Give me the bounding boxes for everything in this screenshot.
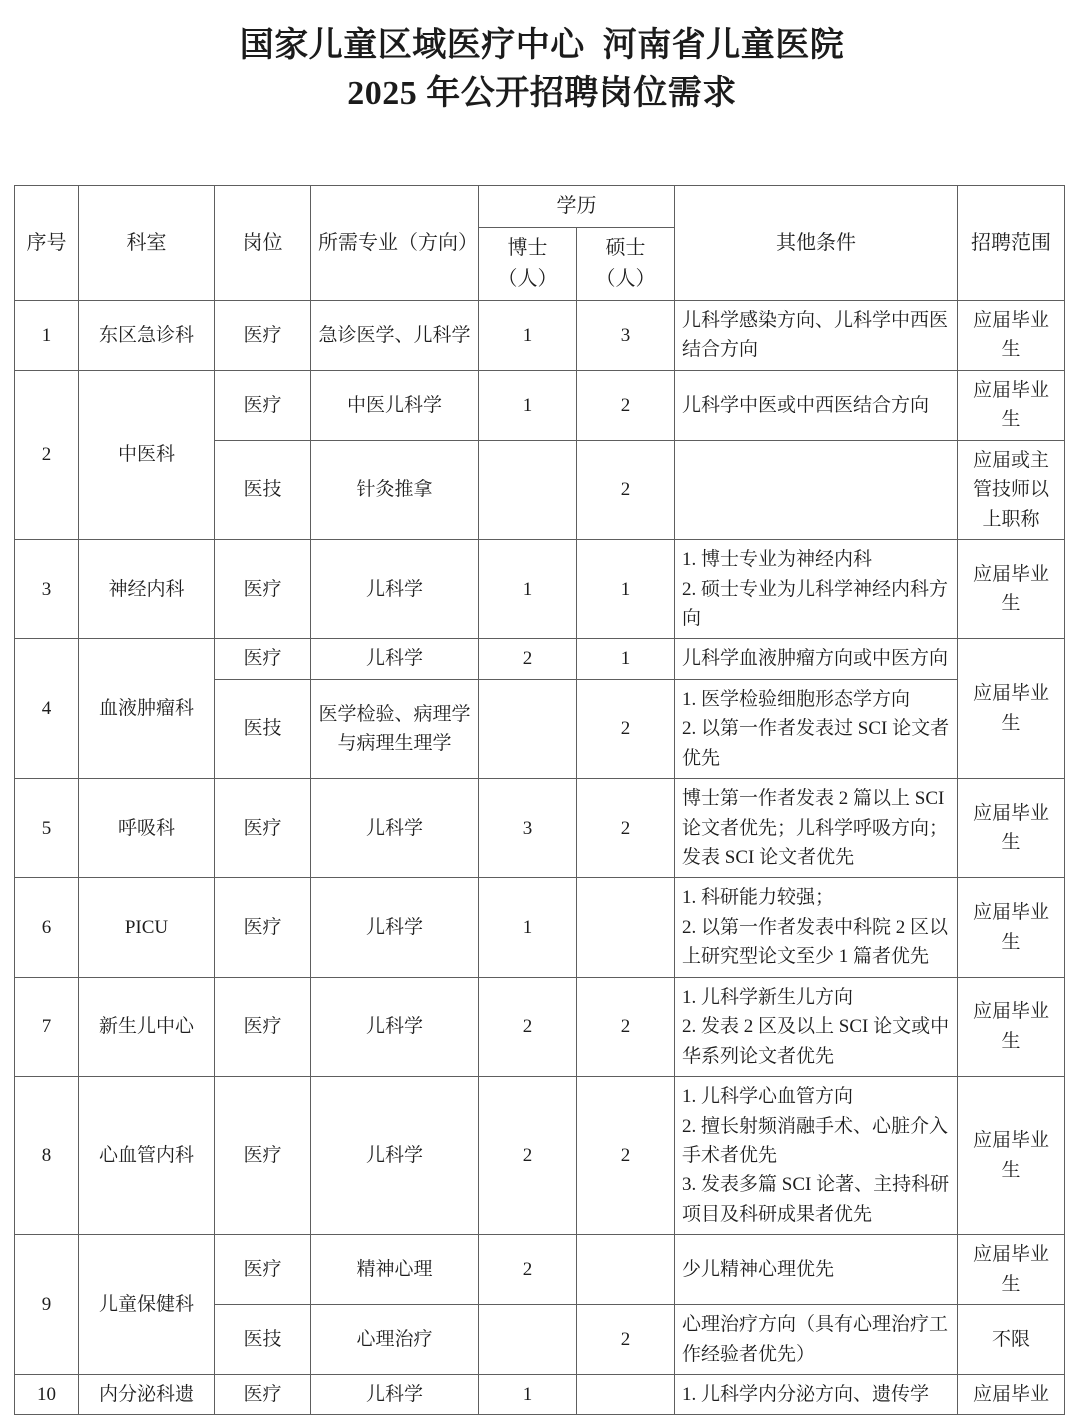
cell-master-count: 2 [577, 679, 675, 778]
cell-other-conditions [675, 977, 958, 1076]
cell-scope: 应届毕业生 [958, 370, 1065, 440]
cell-major: 儿科学 [311, 639, 479, 679]
header-education: 学历 [479, 186, 675, 228]
cell-post: 医技 [215, 679, 311, 778]
cell-major: 儿科学 [311, 977, 479, 1076]
page-title [0, 0, 1080, 119]
cell-other-conditions [675, 679, 958, 778]
cell-master-count: 2 [577, 1305, 675, 1375]
cell-phd-count [479, 679, 577, 778]
cell-department: 中医科 [79, 370, 215, 539]
table-row [15, 1375, 1065, 1415]
cell-phd-count: 1 [479, 540, 577, 639]
cell-department: 呼吸科 [79, 779, 215, 878]
cell-phd-count: 3 [479, 779, 577, 878]
condition-line: 1. 博士专业为神经内科 [682, 549, 873, 571]
cell-scope: 应届或主管技师以上职称 [958, 440, 1065, 539]
cell-serial-number: 7 [15, 977, 79, 1076]
cell-master-count: 2 [577, 370, 675, 440]
cell-other-conditions: 1. 儿科学内分泌方向、遗传学 [675, 1375, 958, 1415]
header-post: 岗位 [215, 186, 311, 301]
cell-major: 儿科学 [311, 1077, 479, 1235]
table-body [15, 301, 1065, 1415]
header-other-conditions: 其他条件 [675, 186, 958, 301]
cell-scope: 应届毕业生 [958, 779, 1065, 878]
cell-phd-count: 1 [479, 878, 577, 977]
cell-master-count [577, 1375, 675, 1415]
cell-post: 医疗 [215, 639, 311, 679]
table-row [15, 370, 1065, 440]
cell-phd-count: 2 [479, 639, 577, 679]
table-row [15, 977, 1065, 1076]
cell-major: 中医儿科学 [311, 370, 479, 440]
cell-major: 医学检验、病理学与病理生理学 [311, 679, 479, 778]
cell-other-conditions [675, 440, 958, 539]
cell-major: 儿科学 [311, 1375, 479, 1415]
cell-post: 医技 [215, 440, 311, 539]
header-dept: 科室 [79, 186, 215, 301]
cell-post: 医疗 [215, 878, 311, 977]
cell-serial-number: 8 [15, 1077, 79, 1235]
condition-line: 2. 以第一作者发表过 SCI 论文者优先 [682, 718, 950, 769]
cell-major: 心理治疗 [311, 1305, 479, 1375]
cell-post: 医疗 [215, 301, 311, 371]
table-row [15, 1077, 1065, 1235]
cell-department: 东区急诊科 [79, 301, 215, 371]
cell-master-count: 2 [577, 779, 675, 878]
cell-post: 医疗 [215, 370, 311, 440]
cell-other-conditions: 心理治疗方向（具有心理治疗工作经验者优先） [675, 1305, 958, 1375]
cell-department: 儿童保健科 [79, 1235, 215, 1375]
cell-department: 血液肿瘤科 [79, 639, 215, 779]
cell-phd-count: 1 [479, 301, 577, 371]
condition-line: 2. 发表 2 区及以上 SCI 论文或中华系列论文者优先 [682, 1016, 950, 1067]
header-scope: 招聘范围 [958, 186, 1065, 301]
cell-department: 新生儿中心 [79, 977, 215, 1076]
table-row [15, 1235, 1065, 1305]
cell-other-conditions [675, 878, 958, 977]
cell-other-conditions [675, 1077, 958, 1235]
table-row [15, 878, 1065, 977]
page-title-line-1: 国家儿童区域医疗中心 河南省儿童医院 [239, 27, 845, 64]
condition-line: 2. 擅长射频消融手术、心脏介入手术者优先 [682, 1115, 949, 1166]
cell-serial-number: 10 [15, 1375, 79, 1415]
recruitment-table [14, 185, 1065, 1415]
cell-master-count: 2 [577, 977, 675, 1076]
cell-major: 急诊医学、儿科学 [311, 301, 479, 371]
condition-line: 1. 医学检验细胞形态学方向 [682, 688, 911, 710]
cell-department: 内分泌科遗 [79, 1375, 215, 1415]
cell-master-count: 2 [577, 440, 675, 539]
cell-master-count [577, 878, 675, 977]
cell-serial-number: 2 [15, 370, 79, 539]
cell-serial-number: 5 [15, 779, 79, 878]
cell-scope: 应届毕业生 [958, 639, 1065, 779]
table-header [15, 186, 1065, 301]
cell-master-count [577, 1235, 675, 1305]
cell-major: 针灸推拿 [311, 440, 479, 539]
condition-line: 1. 儿科学新生儿方向 [682, 986, 854, 1008]
cell-serial-number: 6 [15, 878, 79, 977]
cell-post: 医疗 [215, 1077, 311, 1235]
condition-line: 3. 发表多篇 SCI 论著、主持科研项目及科研成果者优先 [682, 1174, 950, 1225]
cell-scope: 应届毕业 [958, 1375, 1065, 1415]
cell-phd-count: 2 [479, 977, 577, 1076]
table-row [15, 639, 1065, 679]
jobs-table-container [14, 185, 1064, 1415]
cell-scope: 应届毕业生 [958, 1235, 1065, 1305]
table-row [15, 301, 1065, 371]
cell-major: 精神心理 [311, 1235, 479, 1305]
cell-other-conditions: 少儿精神心理优先 [675, 1235, 958, 1305]
cell-post: 医疗 [215, 779, 311, 878]
cell-post: 医疗 [215, 977, 311, 1076]
cell-other-conditions: 博士第一作者发表 2 篇以上 SCI 论文者优先；儿科学呼吸方向；发表 SCI 论文者优先 [675, 779, 958, 878]
table-row [15, 540, 1065, 639]
cell-other-conditions: 儿科学感染方向、儿科学中西医结合方向 [675, 301, 958, 371]
cell-major: 儿科学 [311, 779, 479, 878]
cell-scope: 应届毕业生 [958, 301, 1065, 371]
table-row [15, 779, 1065, 878]
cell-scope: 不限 [958, 1305, 1065, 1375]
cell-phd-count: 2 [479, 1077, 577, 1235]
cell-department: 心血管内科 [79, 1077, 215, 1235]
condition-line: 2. 硕士专业为儿科学神经内科方向 [682, 578, 949, 629]
cell-master-count: 3 [577, 301, 675, 371]
cell-master-count: 2 [577, 1077, 675, 1235]
cell-scope: 应届毕业生 [958, 878, 1065, 977]
cell-major: 儿科学 [311, 540, 479, 639]
cell-serial-number: 1 [15, 301, 79, 371]
condition-line: 1. 儿科学心血管方向 [682, 1086, 854, 1108]
cell-post: 医疗 [215, 1235, 311, 1305]
cell-phd-count: 1 [479, 1375, 577, 1415]
page-title-line-2: 2025 年公开招聘岗位需求 [347, 75, 737, 113]
header-master: 硕士（人） [577, 228, 675, 301]
cell-phd-count [479, 440, 577, 539]
cell-master-count: 1 [577, 639, 675, 679]
cell-post: 医疗 [215, 1375, 311, 1415]
cell-department: PICU [79, 878, 215, 977]
cell-phd-count [479, 1305, 577, 1375]
cell-scope: 应届毕业生 [958, 977, 1065, 1076]
cell-other-conditions: 儿科学中医或中西医结合方向 [675, 370, 958, 440]
condition-line: 2. 以第一作者发表中科院 2 区以上研究型论文至少 1 篇者优先 [682, 916, 949, 968]
cell-post: 医技 [215, 1305, 311, 1375]
cell-phd-count: 1 [479, 370, 577, 440]
cell-scope: 应届毕业生 [958, 1077, 1065, 1235]
cell-department: 神经内科 [79, 540, 215, 639]
cell-other-conditions: 儿科学血液肿瘤方向或中医方向 [675, 639, 958, 679]
cell-other-conditions [675, 540, 958, 639]
header-phd: 博士（人） [479, 228, 577, 301]
header-row-top [15, 186, 1065, 228]
header-major: 所需专业（方向） [311, 186, 479, 301]
cell-phd-count: 2 [479, 1235, 577, 1305]
cell-serial-number: 3 [15, 540, 79, 639]
cell-scope: 应届毕业生 [958, 540, 1065, 639]
cell-master-count: 1 [577, 540, 675, 639]
condition-line: 1. 科研能力较强； [682, 887, 835, 909]
cell-serial-number: 4 [15, 639, 79, 779]
header-no: 序号 [15, 186, 79, 301]
cell-post: 医疗 [215, 540, 311, 639]
cell-serial-number: 9 [15, 1235, 79, 1375]
cell-major: 儿科学 [311, 878, 479, 977]
